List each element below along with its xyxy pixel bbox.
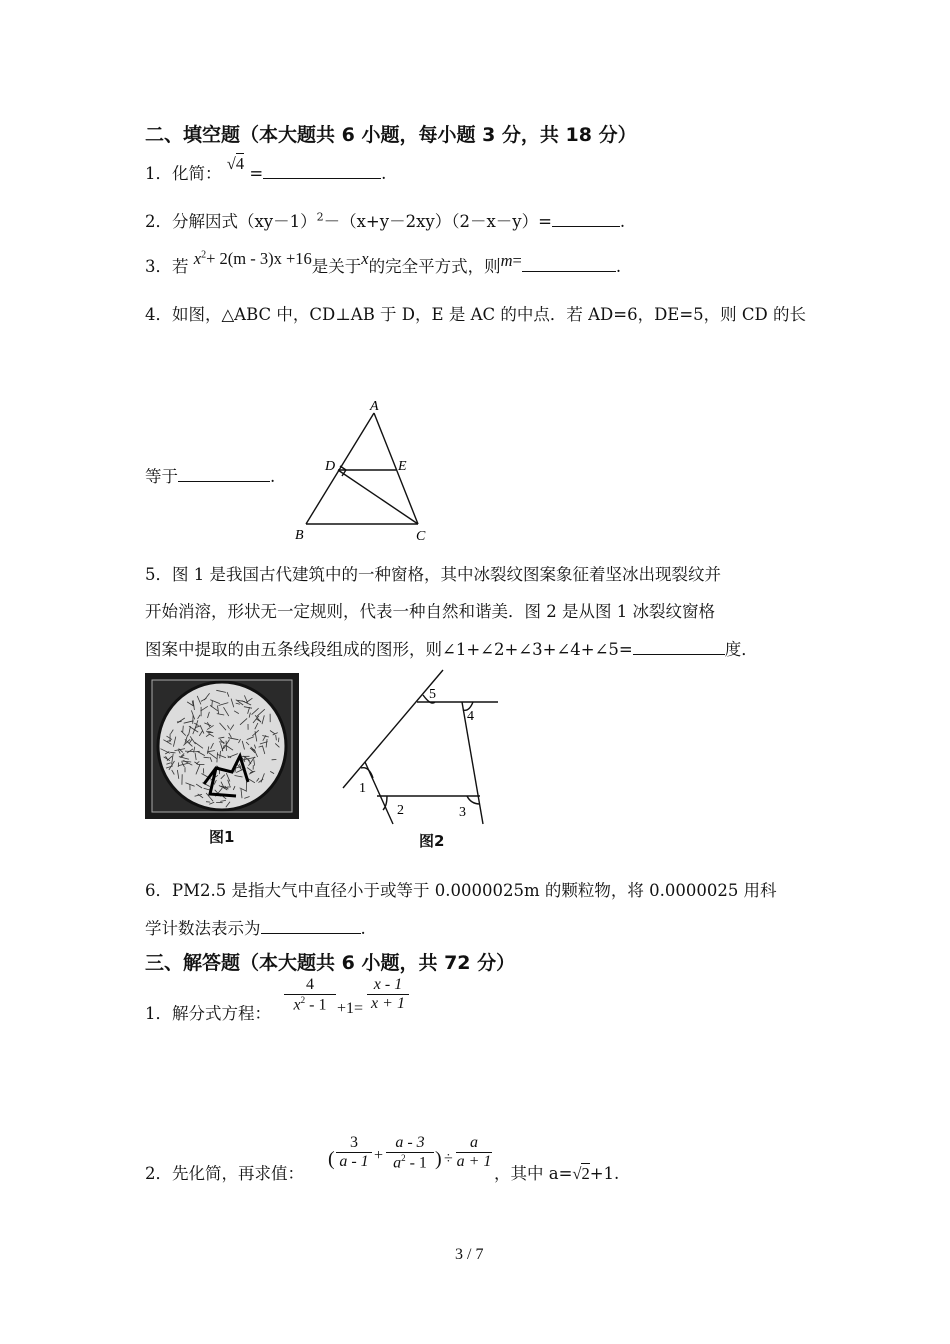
q2-end: . <box>619 212 626 231</box>
answer-blank-6[interactable] <box>261 917 361 934</box>
question-2-4-line2 <box>145 463 275 487</box>
frac-b-denominator: $a^2 - 1$ <box>386 1152 434 1172</box>
q3-prefix: 3．若 <box>145 257 189 276</box>
line-slanted <box>343 670 443 788</box>
fraction-a-3-over-a2-1 <box>386 1134 434 1172</box>
segment-dc <box>338 470 418 524</box>
figure-1-caption: 图1 <box>209 828 235 846</box>
section-3-title: 三、解答题（本大题共 6 小题，共 72 分） <box>145 952 516 974</box>
q3-end: . <box>615 257 622 276</box>
segment-ac <box>374 413 418 524</box>
answer-blank-3[interactable] <box>522 255 616 272</box>
segment-ab <box>306 413 374 524</box>
frac-b-numerator: a - 3 <box>395 1134 425 1151</box>
frac2-numerator: x - 1 <box>373 976 403 993</box>
question-2-6-line1: 6．PM2.5 是指大气中直径小于或等于 0.0000025m 的颗粒物，将 0.0000025 用科 <box>145 881 777 900</box>
q3-mid2: 的完全平方式，则 <box>368 257 501 276</box>
frac-a-numerator: 3 <box>350 1134 358 1151</box>
answer-blank-1[interactable] <box>263 162 381 179</box>
var-x: x <box>361 249 369 268</box>
q6-end: . <box>360 919 366 938</box>
radicand: 4 <box>235 154 245 173</box>
frac2-denominator: x + 1 <box>367 994 409 1013</box>
question-2-4-line1: 4．如图，△ABC 中，CD⊥AB 于 D，E 是 AC 的中点．若 AD=6，DE=5，则 CD 的长 <box>145 305 807 324</box>
fraction-4-over-x2-1 <box>284 976 336 1014</box>
label-d: D <box>325 459 336 474</box>
angle-5-label: 5 <box>429 687 436 702</box>
question-3-2-condition: ，其中 a=√2+1. <box>494 1164 620 1183</box>
label-a: A <box>370 399 379 414</box>
question-2-1 <box>145 154 387 184</box>
fraction-3-over-a-1 <box>336 1134 372 1171</box>
figure-2-caption: 图2 <box>419 832 445 850</box>
sqrt-2: √2 <box>572 1164 590 1183</box>
q1-eq: = <box>249 164 264 183</box>
question-2-5-line2: 开始消溶，形状无一定规则，代表一种自然和谐美．图 2 是从图 1 冰裂纹窗格 <box>145 602 715 621</box>
triangle-figure <box>290 392 440 547</box>
q6-prefix: 学计数法表示为 <box>145 919 261 938</box>
left-paren: ( <box>328 1148 335 1170</box>
fraction-a-over-a-1 <box>456 1134 492 1171</box>
section-2-title: 二、填空题（本大题共 6 小题，每小题 3 分，共 18 分） <box>145 124 637 146</box>
frac-a-denominator: a - 1 <box>336 1152 372 1171</box>
q2-sup: 2 <box>316 210 324 224</box>
label-e: E <box>398 459 407 474</box>
label-c: C <box>416 529 426 544</box>
q3-mid: 是关于 <box>311 257 362 276</box>
fraction-x-1-over-x-1 <box>367 976 409 1013</box>
q4-end: . <box>270 467 276 486</box>
plus-sign: + <box>374 1147 384 1164</box>
q2-text2: －（x+y－2xy）（2－x－y）= <box>323 212 552 231</box>
q5-text: 图案中提取的由五条线段组成的图形，则∠1+∠2+∠3+∠4+∠5= <box>145 640 633 659</box>
angle-3-label: 3 <box>459 805 466 820</box>
q5-end: 度． <box>724 640 758 659</box>
question-3-1-prefix: 1．解分式方程： <box>145 1004 271 1023</box>
page-number: 3 / 7 <box>455 1246 484 1263</box>
frac1-denominator: $x^2 - 1$ <box>284 994 336 1014</box>
label-b: B <box>295 528 304 543</box>
angles-figure <box>335 666 505 831</box>
q3-eq: = <box>512 251 522 270</box>
var-m: m <box>500 251 513 270</box>
sqrt-sign: √ <box>226 154 236 173</box>
crackle-stroke <box>178 762 179 767</box>
question-2-3 <box>145 249 622 277</box>
frac1-numerator: 4 <box>306 976 314 993</box>
q4-prefix: 等于 <box>145 467 178 486</box>
frac-c-denominator: a + 1 <box>456 1153 492 1170</box>
angle-2-label: 2 <box>397 803 404 818</box>
angle-1-label: 1 <box>359 781 366 796</box>
right-paren: ) <box>435 1148 442 1170</box>
question-2-2 <box>145 208 625 232</box>
divide-sign: ÷ <box>444 1150 453 1167</box>
sqrt-expression <box>227 154 244 174</box>
q3-expression: $x^2+ 2(m - 3)x +16$ <box>193 249 312 268</box>
q1-prefix: 1．化简： <box>145 164 222 183</box>
question-2-5-line3 <box>145 636 758 660</box>
q1-end: . <box>381 164 387 183</box>
frac-c-numerator: a <box>470 1134 478 1151</box>
answer-blank-5[interactable] <box>633 638 725 655</box>
plus-one-equals: +1= <box>337 1000 364 1017</box>
question-2-6-line2 <box>145 915 366 939</box>
answer-blank-4[interactable] <box>178 465 270 482</box>
answer-blank-2[interactable] <box>552 210 620 227</box>
q2-text: 2．分解因式（xy－1） <box>145 212 317 231</box>
question-2-5-line1: 5．图 1 是我国古代建筑中的一种窗格，其中冰裂纹图案象征着坚冰出现裂纹并 <box>145 565 721 584</box>
angle-4-label: 4 <box>467 709 474 724</box>
question-3-2-prefix: 2．先化简，再求值： <box>145 1164 304 1183</box>
lattice-window-figure <box>144 672 300 820</box>
